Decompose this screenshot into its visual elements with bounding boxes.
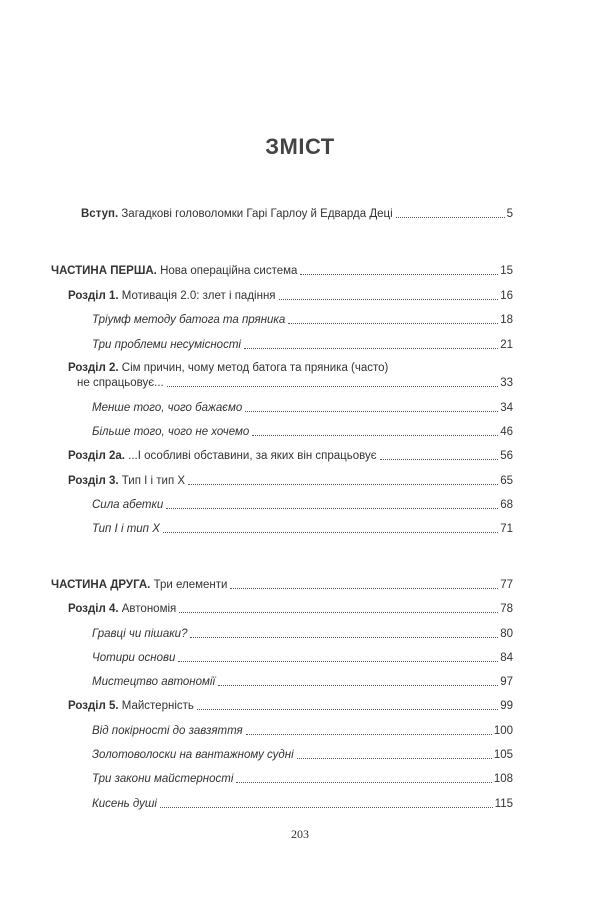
dot-leader [197,709,498,710]
toc-entry-chapter-2-line-1[interactable] [68,361,388,375]
toc-entry-section[interactable] [92,772,513,786]
entry-title: Від покірності до завзяття [92,725,243,737]
entry-page-number: 99 [500,700,513,712]
entry-page-number: 80 [500,628,513,640]
toc-entry-part-1[interactable] [51,264,513,278]
dot-leader [188,484,498,485]
entry-title: Гравці чи пішаки? [92,628,188,640]
entry-prefix: ЧАСТИНА ПЕРША. [51,265,157,277]
dot-leader [297,758,492,759]
toc-entry-section[interactable] [92,748,513,762]
toc-entry-section[interactable] [92,797,513,811]
dot-leader [236,782,491,783]
entry-page-number: 78 [500,603,513,615]
toc-entry-section[interactable] [92,651,513,665]
entry-page-number: 46 [500,426,513,438]
toc-entry-chapter-3[interactable] [68,474,513,488]
entry-prefix: ЧАСТИНА ДРУГА. [51,579,151,591]
entry-prefix: Розділ 2. [68,362,119,374]
toc-entry-section[interactable] [92,401,513,415]
entry-prefix: Розділ 5. [68,700,119,712]
dot-leader [300,274,498,275]
entry-title: Тип I і тип X [92,523,160,535]
entry-prefix: Вступ. [81,208,119,220]
entry-page-number: 15 [500,265,513,277]
entry-page-number: 33 [500,377,513,389]
entry-page-number: 115 [494,798,513,810]
toc-entry-section[interactable] [92,338,513,352]
entry-page-number: 68 [500,499,513,511]
dot-leader [167,386,498,387]
toc-entry-chapter-2a[interactable] [68,449,513,463]
entry-prefix: Розділ 4. [68,603,119,615]
dot-leader [396,217,505,218]
toc-entry-part-2[interactable] [51,578,513,592]
entry-title: Сила абетки [92,499,164,511]
dot-leader [179,612,498,613]
entry-title: Тип I і тип X [121,475,186,487]
dot-leader [246,734,492,735]
entry-title: Сім причин, чому метод батога та пряника (часто) [121,362,389,374]
entry-title: Більше того, чого не хочемо [92,426,250,438]
entry-title: Менше того, чого бажаємо [92,402,243,414]
entry-title: Автономія [121,603,177,615]
entry-title: Золотоволоски на вантажному судні [92,749,294,761]
entry-title: Загадкові головоломки Гарі Гарлоу й Едварда Деці [121,208,393,220]
dot-leader [160,807,493,808]
entry-title: Тріумф методу батога та пряника [92,314,286,326]
entry-page-number: 84 [500,652,513,664]
toc-entry-section[interactable] [92,675,513,689]
entry-title: Три проблеми несумісності [92,339,241,351]
dot-leader [218,685,498,686]
toc-entry-chapter-5[interactable] [68,699,513,713]
dot-leader [190,637,498,638]
toc-entry-chapter-4[interactable] [68,602,513,616]
entry-page-number: 71 [500,523,513,535]
toc-entry-intro[interactable] [81,207,513,221]
entry-title: Три елементи [153,579,228,591]
toc-entry-chapter-1[interactable] [68,289,513,303]
dot-leader [288,323,498,324]
dot-leader [178,661,498,662]
entry-title: Чотири основи [92,652,176,664]
entry-page-number: 108 [493,773,513,785]
entry-page-number: 21 [500,339,513,351]
entry-prefix: Розділ 1. [68,290,119,302]
toc-entry-section[interactable] [92,724,513,738]
entry-page-number: 16 [500,290,513,302]
entry-prefix: Розділ 3. [68,475,119,487]
dot-leader [380,459,499,460]
dot-leader [230,588,498,589]
dot-leader [163,532,498,533]
entry-page-number: 97 [500,676,513,688]
entry-page-number: 34 [500,402,513,414]
entry-title: ...І особливі обставини, за яких він спрацьовує [128,450,377,462]
entry-title: Нова операційна система [160,265,298,277]
entry-title: Три закони майстерності [92,773,234,785]
entry-page-number: 56 [500,450,513,462]
entry-page-number: 77 [500,579,513,591]
entry-page-number: 100 [493,725,513,737]
dot-leader [166,508,498,509]
entry-page-number: 105 [493,749,513,761]
dot-leader [279,299,499,300]
entry-title: Мистецтво автономії [92,676,216,688]
dot-leader [244,348,498,349]
entry-title-continued: не спрацьовує... [77,377,164,389]
toc-entry-section[interactable] [92,522,513,536]
entry-title: Кисень душі [92,798,157,810]
page-number: 203 [291,827,309,841]
entry-prefix: Розділ 2а. [68,450,125,462]
page-title: ЗМІСТ [265,134,335,159]
entry-title: Майстерність [121,700,194,712]
entry-page-number: 5 [506,208,513,220]
toc-entry-section[interactable] [92,425,513,439]
toc-entry-section[interactable] [92,627,513,641]
toc-entry-section[interactable] [92,313,513,327]
dot-leader [245,411,498,412]
entry-page-number: 18 [500,314,513,326]
entry-page-number: 65 [500,475,513,487]
entry-title: Мотивація 2.0: злет і падіння [121,290,276,302]
dot-leader [252,435,498,436]
toc-entry-section[interactable] [92,498,513,512]
toc-entry-chapter-2[interactable] [77,376,513,390]
